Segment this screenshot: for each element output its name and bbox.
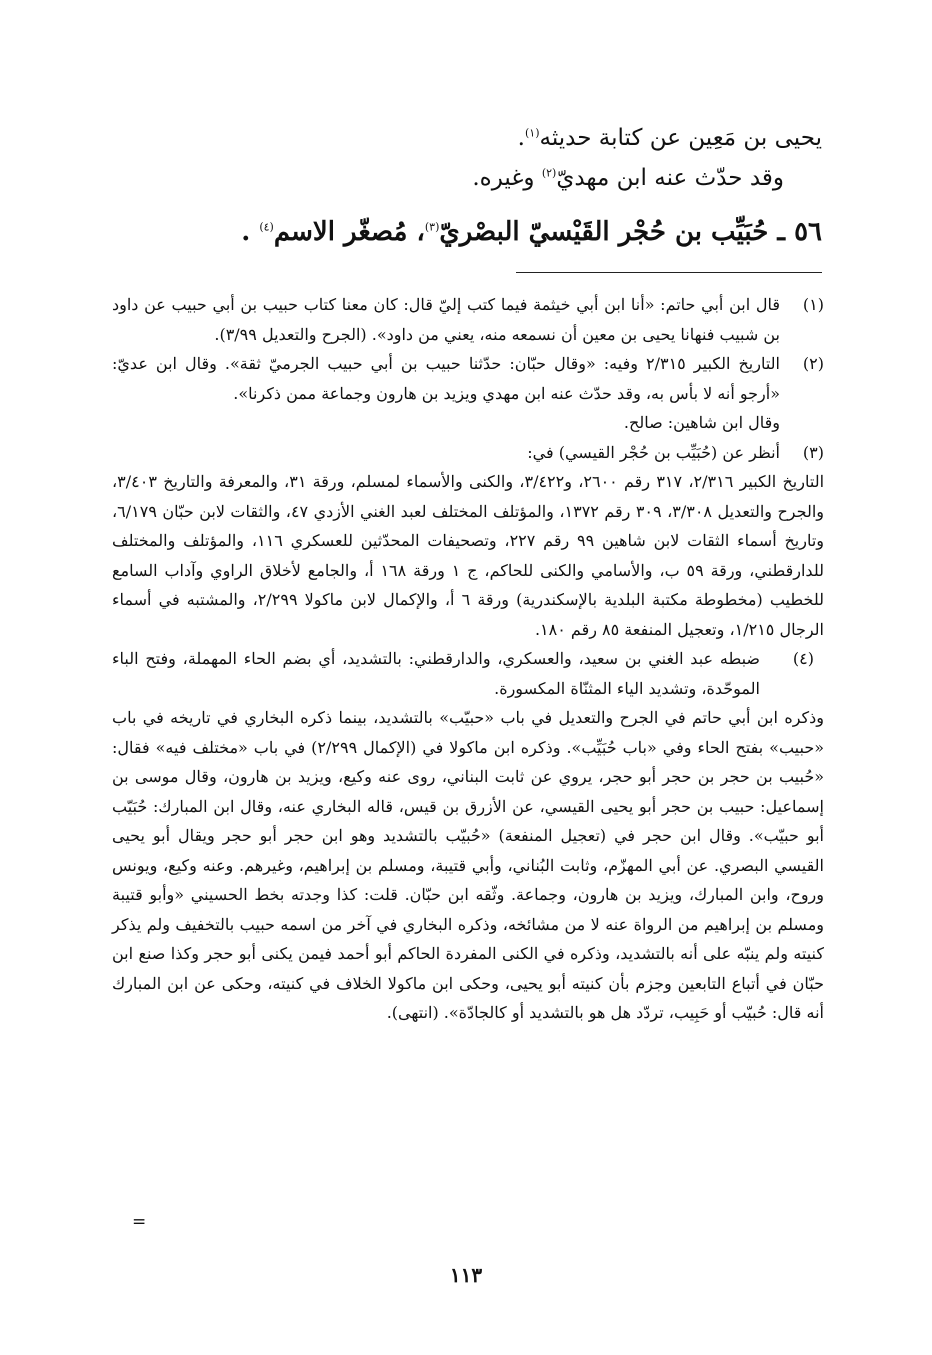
footnote-1 — [112, 290, 824, 349]
footnote-ref-1[interactable]: (١) — [524, 126, 540, 140]
entry-heading-end: . — [241, 217, 260, 247]
main-text-line-2-text: وقد حدّث عنه ابن مهديّ — [556, 165, 784, 191]
footnote-3 — [112, 438, 824, 468]
continuation-mark: = — [132, 1212, 147, 1232]
main-text-line-1 — [102, 118, 822, 158]
footnote-4-number: (٤) — [792, 649, 814, 668]
footnote-ref-3[interactable]: (٣) — [424, 220, 440, 234]
footnote-2-text: التاريخ الكبير ٢/٣١٥ وفيه: «وقال حبّان: حدّثنا حبيب بن أبي حبيب الجرميّ ثقة». وقال ابن عديّ: «أرجو أنه لا بأس به، وقد حدّث عنه ابن مهدي ويزيد بن هارون وجماعة ممن ذكرنا». — [112, 354, 780, 403]
main-text-line-1-text: يحيى بن مَعِين عن كتابة حديثه — [539, 125, 822, 151]
entry-heading — [102, 210, 822, 254]
footnote-2-addendum: وقال ابن شاهين: صالح. — [623, 413, 780, 432]
footnote-4-continuation: وذكره ابن أبي حاتم في الجرح والتعديل في باب «حبيّب» بالتشديد، بينما ذكره البخاري في تاريخه في باب «حبيب» بفتح الحاء وفي «باب حُبَيِّب». وذكره ابن ماكولا في (الإكمال ٢/٢٩٩) في باب «مختلف فيه» فقال: «حُبيب بن حجر بن حجر أبو حجر، يروي عن ثابت البناني، روى عنه وكيع، ويزيد بن هارون، وقال موسى بن إسماعيل: حبيب بن حجر أبو يحيى القيسي، عن الأزرق بن قيس، قاله البخاري عنه، وقال ابن المبارك: حُبَيّب أبو حبيّب». وقال ابن حجر في (تعجيل المنفعة) «حُبيّب بالتشديد وهو ابن حجر أبو حجر ويقال أبو يحيى القيسي البصري. عن أبي المهزّم، وثابت البُناني، وأبي قتيبة، ومسلم بن إبراهيم، وغيرهم. وعنه وكيع، ويونس وروح، وابن المبارك، ويزيد بن هارون، وجماعة. وثّقه ابن حبّان. قلت: كذا وجدته بخط الحسيني «وأبو قتيبة ومسلم بن إبراهيم من الرواة عنه لا من مشائخه، وذكره البخاري في آخر من اسمه حبيب بالتخفيف ولم يذكر كنيته ولم ينبّه على أنه بالتشديد، وذكره في الكنى المفردة الحاكم أبو أحمد فيمن يكنى أبو حجر وكذا صنع ابن حبّان في أتباع التابعين وجزم بأن كنيته أبو يحيى، وحكى ابن ماكولا الخلاف في كنيته، وحكى عن ابن المبارك أنه قال: حُبيّب أو حَبِيب، تردّد هل هو بالتشديد أو كالجادّة». (انتهى). — [112, 708, 825, 1022]
footnote-1-text: قال ابن أبي حاتم: «أنا ابن أبي خيثمة فيما كتب إليّ قال: كان معنا كتاب حبيب بن أبي حبيب عن داود بن شبيب فنهانا يحيى بن معين أن نسمعه منه، يعني من داود». (الجرح والتعديل ٣/٩٩). — [112, 295, 780, 344]
main-text-line-1-end: . — [517, 125, 525, 151]
footnote-4-text: ضبطه عبد الغني بن سعيد، والعسكري، والدارقطني: بالتشديد، أي بضم الحاء المهملة، وفتح الباء الموحّدة، وتشديد الياء المثنّاة المكسورة. — [112, 649, 760, 698]
footnote-ref-4[interactable]: (٤) — [259, 220, 274, 234]
main-text — [102, 118, 822, 254]
footnotes — [112, 290, 824, 1028]
footnote-3-intro: أنظر عن (حُبَيِّب بن حُجْر القيسي) في: — [527, 442, 780, 462]
main-text-line-2 — [102, 158, 822, 198]
footnote-4 — [112, 644, 824, 703]
entry-heading-note: ، مُصغّر الاسم — [273, 217, 425, 247]
footnote-2 — [112, 349, 824, 408]
footnote-2-number: (٢) — [802, 354, 824, 373]
footnote-1-number: (١) — [802, 295, 824, 314]
footnote-ref-2[interactable]: (٢) — [541, 166, 557, 180]
entry-heading-name: ٥٦ ـ حُبَيِّب بن حُجْر القَيْسيّ البصْريّ — [439, 217, 822, 247]
footnote-3-number: (٣) — [802, 442, 824, 462]
main-text-line-2-end: وغيره. — [472, 165, 542, 191]
footnote-divider — [516, 272, 822, 273]
footnote-3-sources: التاريخ الكبير ٢/٣١٦، ٣١٧ رقم ٢٦٠٠، و٣/٤٢٢، والكنى والأسماء لمسلم، ورقة ٣١، والمعرفة والتاريخ ٣/٤٠٣، والجرح والتعديل ٣/٣٠٨، ٣٠٩ رقم ١٣٧٢، والمؤتلف المختلف لعبد الغني الأزدي ٤٧، والثقات لابن حبّان ٦/١٧٩، وتاريخ أسماء الثقات لابن شاهين ٩٩ رقم ٢٢٧، وتصحيفات المحدّثين للعسكري ١١٦، والمؤتلف والمختلف للدارقطني، ورقة ٥٩ ب، والأسامي والكنى للحاكم، ج ١ ورقة ١٦٨ أ، والجامع لأخلاق الراوي وآداب السامع للخطيب (مخطوطة مكتبة البلدية بالإسكندرية) ورقة ٦ أ، والإكمال لابن ماكولا ٢/٢٩٩، والمشتبه في أسماء الرجال ١/٢١٥، وتعجيل المنفعة ٨٥ رقم ١٨٠. — [112, 472, 825, 639]
page-number: ١١٣ — [449, 1263, 483, 1287]
